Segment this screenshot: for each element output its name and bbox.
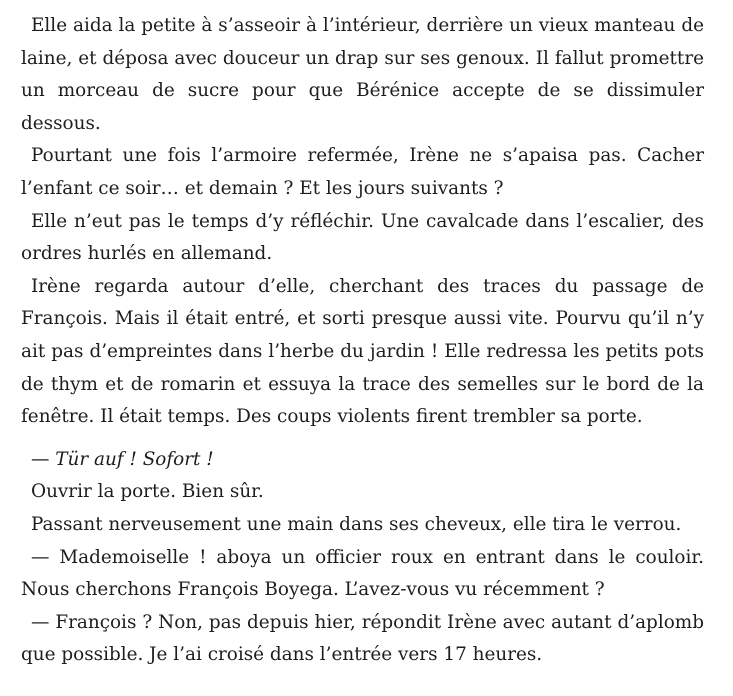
paragraph: Passant nerveusement une main dans ses cheveux, elle tira le verrou. xyxy=(31,513,682,535)
paragraph: Elle n’eut pas le temps d’y réfléchir. Une cavalcade dans l’escalier, des ordres hurlés en allemand. xyxy=(21,210,704,265)
dialogue-paragraph: — François ? Non, pas depuis hier, répondit Irène avec autant d’aplomb que possible. Je l’ai croisé dans l’entrée vers 17 heures. xyxy=(21,611,704,666)
paragraph: Elle aida la petite à s’asseoir à l’intérieur, derrière un vieux manteau de laine, et déposa avec douceur un drap sur ses genoux. Il fallut promettre un morceau de sucre pour que Bérénice accepte de se dissimuler dessous. xyxy=(21,15,704,134)
paragraph: Irène regarda autour d’elle, cherchant des traces du passage de François. Mais il était entré, et sorti presque aussi vite. Pourvu qu’il n’y ait pas d’empreintes dans l’herbe du jardin ! Elle redressa les petits pots de thym et de romarin et essuya la trace des semelles sur le bord de la fenêtre. Il était temps. Des coups violents firent trembler sa porte. xyxy=(21,275,704,428)
paragraph: Pourtant une fois l’armoire refermée, Irène ne s’apaisa pas. Cacher l’enfant ce soir… et demain ? Et les jours suivants ? xyxy=(21,145,704,199)
paragraph: Ouvrir la porte. Bien sûr. xyxy=(31,481,264,503)
german-order: Tür auf ! Sofort ! xyxy=(55,448,214,470)
section-gap xyxy=(21,434,704,444)
dialogue-paragraph: — Mademoiselle ! aboya un officier roux en entrant dans le couloir. Nous cherchons François Boyega. L’avez-vous vu récemment ? xyxy=(21,546,704,601)
text-page xyxy=(21,10,704,672)
dialogue-line xyxy=(21,444,704,477)
dialogue-dash: — xyxy=(31,448,56,470)
